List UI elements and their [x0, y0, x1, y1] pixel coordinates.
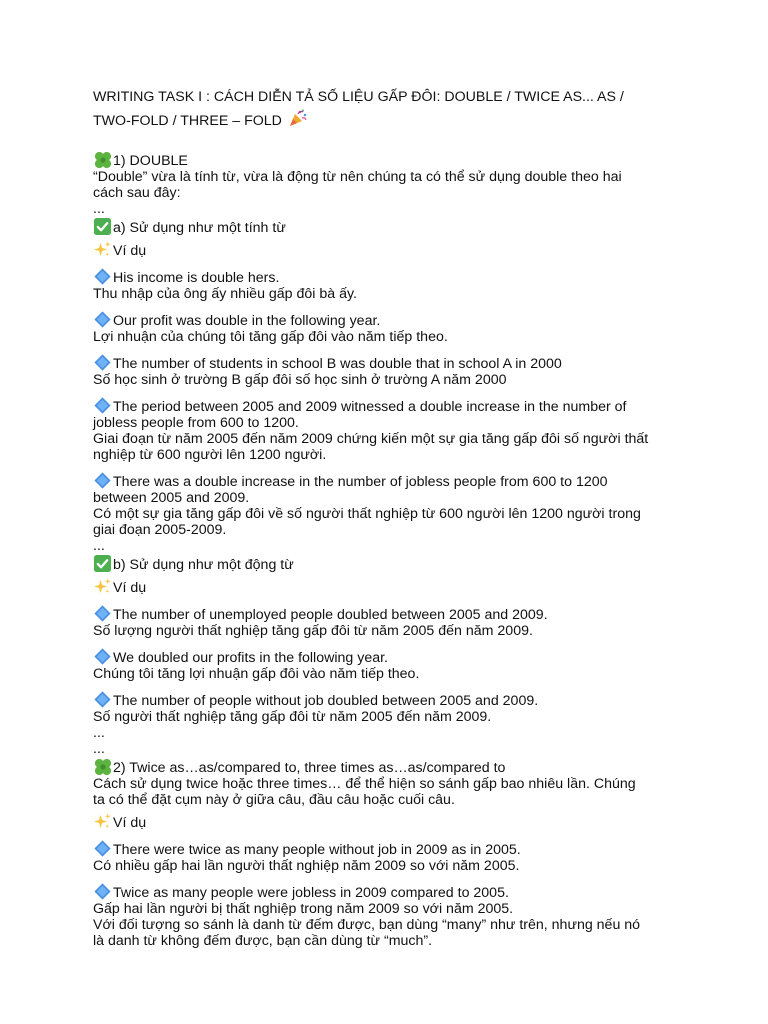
subsection-b-heading: b) Sử dụng như một động từ: [93, 554, 683, 573]
title-line-2: TWO-FOLD / THREE – FOLD: [93, 113, 282, 129]
blue-diamond-icon: [93, 604, 112, 623]
blue-diamond-icon: [93, 310, 112, 329]
blue-diamond-icon: [93, 690, 112, 709]
blue-diamond-icon: [93, 882, 112, 901]
blue-diamond-icon: [93, 839, 112, 858]
ellipsis: ...: [93, 201, 105, 217]
document-title: [93, 86, 683, 132]
four-leaf-clover-icon: [93, 757, 112, 776]
check-mark-icon: [93, 217, 112, 236]
four-leaf-clover-icon: [93, 150, 112, 169]
section-2-intro-line-1: Cách sử dụng twice hoặc three times… để thể hiện so sánh gấp bao nhiêu lần. Chúng: [93, 776, 636, 792]
example-label: Ví dụ: [93, 577, 683, 596]
example-item: We doubled our profits in the following year. Chúng tôi tăng lợi nhuận gấp đôi vào năm tiếp theo.: [93, 647, 683, 682]
section-2-intro-line-2: ta có thể đặt cụm này ở giữa câu, đầu câu hoặc cuối câu.: [93, 792, 455, 808]
sparkles-icon: [93, 577, 112, 596]
example-item: Twice as many people were jobless in 2009 compared to 2005. Gấp hai lần người bị thất nghiệp trong năm 2009 so với năm 2005.: [93, 882, 683, 917]
example-item: The number of students in school B was double that in school A in 2000 Số học sinh ở trường B gấp đôi số học sinh ở trường A năm 2000: [93, 353, 683, 388]
section-1-intro-line-1: “Double” vừa là tính từ, vừa là động từ nên chúng ta có thể sử dụng double theo hai: [93, 169, 622, 185]
blue-diamond-icon: [93, 267, 112, 286]
example-item: Our profit was double in the following year. Lợi nhuận của chúng tôi tăng gấp đôi vào năm tiếp theo.: [93, 310, 683, 345]
section-2-note-line-2: là danh từ không đếm được, bạn cần dùng từ “much”.: [93, 933, 433, 949]
section-2-heading: 2) Twice as…as/compared to, three times as…as/compared to: [93, 757, 683, 776]
document-page: [93, 86, 683, 949]
blue-diamond-icon: [93, 353, 112, 372]
section-2-note-line-1: Với đối tượng so sánh là danh từ đếm được, bạn dùng “many” như trên, nhưng nếu nó: [93, 917, 641, 933]
sparkles-icon: [93, 240, 112, 259]
example-item: The period between 2005 and 2009 witnessed a double increase in the number of jobless people from 600 to 1200. Giai đoạn từ năm 2005 đến năm 2009 chứng kiến một sự gia tăng gấp đôi số người thất nghiệp từ 600 người lên 1200 người.: [93, 396, 683, 463]
ellipsis: ...: [93, 725, 105, 741]
check-mark-icon: [93, 554, 112, 573]
example-item: There were twice as many people without job in 2009 as in 2005. Có nhiều gấp hai lần người thất nghiệp năm 2009 so với năm 2005.: [93, 839, 683, 874]
example-label: Ví dụ: [93, 812, 683, 831]
example-label: Ví dụ: [93, 240, 683, 259]
blue-diamond-icon: [93, 471, 112, 490]
party-popper-icon: [288, 108, 308, 128]
example-item: There was a double increase in the number of jobless people from 600 to 1200 between 2005 and 2009. Có một sự gia tăng gấp đôi về số người thất nghiệp từ 600 người lên 1200 người trong giai đoạn 2005-2009.: [93, 471, 683, 538]
title-line-1: WRITING TASK I : CÁCH DIỄN TẢ SỐ LIỆU GẤP ĐÔI: DOUBLE / TWICE AS... AS /: [93, 89, 624, 105]
section-1-heading: 1) DOUBLE: [93, 150, 683, 169]
section-1-intro-line-2: cách sau đây:: [93, 185, 181, 201]
ellipsis: ...: [93, 741, 105, 757]
example-item: The number of people without job doubled between 2005 and 2009. Số người thất nghiệp tăng gấp đôi từ năm 2005 đến năm 2009.: [93, 690, 683, 725]
ellipsis: ...: [93, 538, 105, 554]
blue-diamond-icon: [93, 647, 112, 666]
subsection-a-heading: a) Sử dụng như một tính từ: [93, 217, 683, 236]
example-item: His income is double hers. Thu nhập của ông ấy nhiều gấp đôi bà ấy.: [93, 267, 683, 302]
sparkles-icon: [93, 812, 112, 831]
example-item: The number of unemployed people doubled between 2005 and 2009. Số lượng người thất nghiệp tăng gấp đôi từ năm 2005 đến năm 2009.: [93, 604, 683, 639]
blue-diamond-icon: [93, 396, 112, 415]
